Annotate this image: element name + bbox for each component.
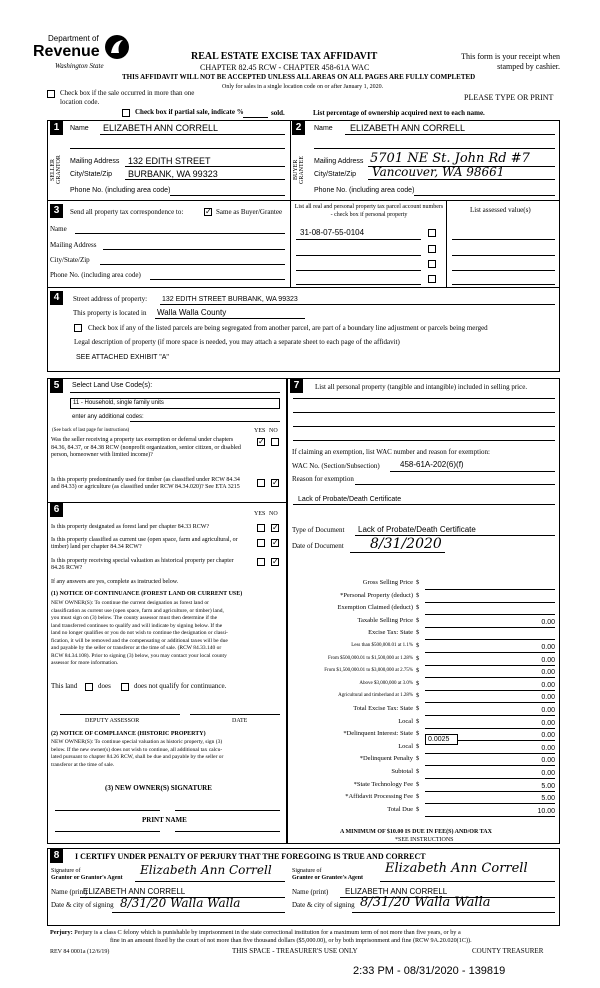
dollar-sign: $ [416,579,420,586]
tax-row-label: Gross Selling Price [362,579,413,586]
assessed-value-label: List assessed value(s) [470,206,531,214]
s5-no-header: NO [269,428,278,434]
print-name-label: PRINT NAME [142,816,187,824]
does-label: does [98,682,111,690]
s6-q1-yes-checkbox[interactable] [257,524,265,532]
dollar-sign: $ [416,805,420,813]
land-use-label: Select Land Use Code(s): [72,382,153,389]
parcel-list-label: List all real and personal property tax parcel account numbers - check box if personal property [294,204,444,218]
deputy-assessor-label: DEPUTY ASSESSOR [85,718,140,724]
tax-row-line [425,778,555,779]
tax-row-label: Less than $500,000.01 at 1.1% [351,643,413,648]
wac-value[interactable]: 458-61A-202(6)(f) [400,460,464,469]
s6-question-2: Is this property classified as current use (open space, farm and agricultural, or timber) land per chapter 84.34 RCW? [51,537,238,550]
s6-q2-no-checkbox[interactable]: ✓ [272,538,279,547]
dollar-sign: $ [416,616,420,624]
legal-description-label: Legal description of property (if more space is needed, you may attach a separate sheet to each page of the affidavit) [74,338,400,346]
grantee-date-label: Date & city of signing [292,901,355,909]
grantee-name[interactable]: ELIZABETH ANN CORRELL [345,887,448,896]
section-8-number: 8 [50,849,63,863]
personal-property-label: List all personal property (tangible and intangible) included in selling price. [315,383,528,391]
grantor-sig-label-2: Grantor or Grantor's Agent [51,875,123,881]
seller-phone-label: Phone No. (including area code) [70,187,171,194]
this-land-label: This land [51,682,78,690]
s5-yes-header: YES [254,428,266,434]
tax-row-value[interactable]: 0.00 [541,694,555,702]
recording-stamp: 2:33 PM - 08/31/2020 - 139819 [353,965,506,977]
s5-q2-yes-checkbox[interactable] [257,479,265,487]
tax-row-label: Subtotal [391,768,413,775]
tax-row-label: *Delinquent Penalty [359,755,413,763]
tax-row-line [425,728,555,729]
treasurer-space: THIS SPACE - TREASURER'S USE ONLY [232,947,358,955]
s5-q1-yes-checkbox[interactable]: ✓ [258,437,265,446]
s6-q2-yes-checkbox[interactable] [257,539,265,547]
grantor-signature[interactable]: Elizabeth Ann Correll [140,863,272,877]
doc-type-label: Type of Document [292,526,345,534]
send-correspondence-label: Send all property tax correspondence to: [70,208,184,216]
county-value[interactable]: Walla Walla County [157,308,227,317]
s6-question-1: Is this property designated as forest land per chapter 84.33 RCW? [51,524,210,530]
personal-property-checkbox-2[interactable] [428,245,436,253]
grantee-date-city[interactable]: 8/31/20 Walla Walla [360,895,491,910]
sold-label: sold. [271,109,285,117]
tax-row-line [425,791,555,792]
dollar-sign: $ [416,591,420,599]
section-4-number: 4 [50,291,63,305]
grantee-name-label: Name (print) [292,888,329,896]
dollar-sign: $ [416,780,420,788]
same-as-buyer-label: Same as Buyer/Grantee [216,208,283,216]
correspondence-city-label: City/State/Zip [50,256,90,264]
parcel-number[interactable]: 31-08-07-55-0104 [300,228,365,237]
doc-type-value[interactable]: Lack of Probate/Death Certificate [358,525,476,534]
tax-row-label: Above $3,000,000 at 3.0% [359,680,413,686]
buyer-name[interactable]: ELIZABETH ANN CORRELL [350,123,466,133]
if-yes-note: If any answers are yes, complete as instructed below. [51,579,179,585]
street-address-label: Street address of property: [73,295,148,303]
partial-sale-label: Check box if partial sale, indicate % [135,108,244,116]
tax-row-line [425,614,555,615]
seller-grantor-label: SELLER GRANTOR [50,155,62,185]
dollar-sign: $ [416,742,420,750]
section-1-number: 1 [50,121,63,135]
tax-row-label: Agricultural and timberland at 1.28% [338,693,413,699]
grantor-sig-label-1: Signature of [51,868,81,874]
tax-row-label: Exemption Claimed (deduct) [337,604,413,612]
multi-location-label: Check box if the sale occurred in more than one location code. [60,89,195,106]
same-as-buyer-checkbox[interactable]: ✓ [205,207,212,216]
dept-line3: Washington State [55,62,104,70]
s5-q2-no-checkbox[interactable]: ✓ [272,478,279,487]
tax-row-value[interactable]: 5.00 [541,782,555,790]
dollar-sign: $ [416,692,420,700]
notice-1-title: (1) NOTICE OF CONTINUANCE (FOREST LAND OR CURRENT USE) [51,591,243,597]
tax-row-value[interactable]: 0.00 [541,757,555,765]
does-not-checkbox[interactable] [121,683,129,691]
s6-no-header: NO [269,511,278,517]
buyer-city-label: City/State/Zip [314,171,357,178]
dollar-sign: $ [416,717,420,725]
form-warning: THIS AFFIDAVIT WILL NOT BE ACCEPTED UNLESS ALL AREAS ON ALL PAGES ARE FULLY COMPLETED [122,73,476,81]
dept-line1: Department of [48,34,99,43]
grantee-signature[interactable]: Elizabeth Ann Correll [385,861,528,876]
section-2-number: 2 [292,121,305,135]
tax-row-label: *Delinquent Interest: State [343,730,413,738]
form-chapter: CHAPTER 82.45 RCW - CHAPTER 458-61A WAC [200,63,370,72]
date-label: DATE [232,718,248,724]
tax-row-line [425,803,555,804]
tax-row-label: *Affidavit Processing Fee [345,793,413,801]
tax-row-label: Local [398,742,413,750]
tax-row-value[interactable]: 0.00 [541,644,555,651]
local-rate-value: 0.0025 [428,736,450,743]
buyer-phone-label: Phone No. (including area code) [314,187,415,194]
new-owner-signature-title: (3) NEW OWNER(S) SIGNATURE [105,784,212,792]
tax-row-label: Taxable Selling Price [357,616,413,624]
tax-row-line [425,690,555,691]
grantee-sig-label-2: Grantee or Grantee's Agent [292,875,364,881]
s5-question-1: Was the seller receiving a property tax exemption or deferral under chapters 84.36, 84.37, or 84.38 RCW (nonprofit organization, senior citizen, or disabled person, homeowner with limited income)? [51,437,241,458]
tax-row-line [425,765,555,766]
tax-row-value[interactable]: 0.00 [541,618,555,626]
tax-row-label: Total Excise Tax: State [353,705,413,712]
correspondence-phone-label: Phone No. (including area code) [50,271,141,279]
doc-date-label: Date of Document [292,542,344,550]
see-back-label: (See back of last page for instructions) [52,428,130,433]
seller-mail[interactable]: 132 EDITH STREET [128,156,211,166]
doc-date-value[interactable]: 8/31/2020 [370,536,442,552]
reason-value[interactable]: Lack of Probate/Death Certificate [298,496,402,503]
tax-row-value[interactable]: 10.00 [537,807,555,815]
seller-name[interactable]: ELIZABETH ANN CORRELL [103,123,219,133]
personal-property-checkbox-1[interactable] [428,229,436,237]
tax-row-value[interactable]: 0.00 [541,681,555,689]
s5-q1-no-checkbox[interactable] [271,438,279,446]
does-checkbox[interactable] [85,683,93,691]
buyer-city[interactable]: Vancouver, WA 98661 [372,165,505,179]
dollar-sign: $ [416,730,420,738]
segregated-label: Check box if any of the listed parcels are being segregated from another parcel, are part of a boundary line adjustment or parcels being merged [88,324,488,332]
tax-row-value[interactable]: 0.00 [541,770,555,777]
section-3-number: 3 [50,204,63,218]
see-instructions-note: *SEE INSTRUCTIONS [395,837,454,843]
minimum-note: A MINIMUM OF $10.00 IS DUE IN FEE(S) AND/OR TAX [340,829,492,835]
dollar-sign: $ [416,654,420,662]
tax-row-line [425,602,555,603]
tax-row-value[interactable]: 0.00 [541,669,555,677]
correspondence-name-label: Name [50,225,67,233]
tax-row-value[interactable]: 5.00 [541,795,555,803]
exemption-label: If claiming an exemption, list WAC number and reason for exemption: [292,448,490,456]
tax-row-label: From $500,000.01 to $1,500,000 at 1.28% [328,655,413,661]
section-6-number: 6 [50,503,63,517]
s6-q3-yes-checkbox[interactable] [257,558,265,566]
dollar-sign: $ [416,679,420,687]
grantor-date-city[interactable]: 8/31/20 Walla Walla [120,896,241,910]
tax-row-line [425,753,555,754]
grantor-name[interactable]: ELIZABETH ANN CORRELL [83,887,186,896]
form-note: Only for sales in a single location code on or after January 1, 2020. [222,84,384,90]
tax-row-line [425,665,555,666]
tax-row-value[interactable]: 0.00 [541,707,555,714]
tax-row-value[interactable]: 0.00 [541,656,555,664]
tax-row-label: Total Due [387,805,413,813]
tax-row-label: Excise Tax: State [368,629,413,637]
please-type: PLEASE TYPE OR PRINT [464,93,554,102]
section-5-number: 5 [50,379,63,393]
wac-label: WAC No. (Section/Subsection) [292,462,380,470]
personal-property-checkbox-4[interactable] [428,275,436,283]
segregated-checkbox[interactable] [74,324,82,332]
partial-sale-checkbox[interactable] [122,109,130,117]
additional-codes-label: enter any additional codes: [72,414,144,420]
tax-row-value[interactable]: 0.00 [541,744,555,752]
tax-row-line [425,715,555,716]
personal-property-checkbox-3[interactable] [428,260,436,268]
buyer-grantee-label: BUYER GRANTEE [293,156,305,184]
tax-row-line [425,652,555,653]
dollar-sign: $ [416,755,420,763]
dollar-sign: $ [416,768,420,775]
tax-row-label: From $1,500,000.01 to $3,000,000 at 2.75% [324,668,413,674]
county-label: This property is located in [73,309,147,317]
tax-row-value[interactable]: 0.00 [541,719,555,727]
multi-location-checkbox[interactable] [47,90,55,98]
buyer-mail[interactable]: 5701 NE St. John Rd #7 [370,151,530,166]
reason-label: Reason for exemption [292,475,354,483]
tax-row-line [425,639,555,640]
tax-row-line [425,589,555,590]
correspondence-mail-label: Mailing Address [50,241,97,249]
buyer-mail-label: Mailing Address [314,158,364,165]
receipt-note: This form is your receipt when stamped by cashier. [461,52,560,71]
tax-row-value[interactable]: 0.00 [541,732,555,740]
notice-2-title: (2) NOTICE OF COMPLIANCE (HISTORIC PROPERTY) [51,731,206,737]
notice-1-body: NEW OWNER(S): To continue the current designation as forest land or classification as current use (open space, farm and agriculture, or timber) land, you must sign on (3) below. The county assessor must then determine if the land transferred continues to qualify and will indicate by signing below. If the land no longer qualifies or you do not wish to continue the designation or classi- fication, it will be removed and the compensating or additional taxes will be due and payable by the seller or transferor at the time of sale. (RCW 84.33.140 or RCW 84.34.108). Prior to signing (3) below, you may contact your local county assessor for more information. [51,600,228,666]
dollar-sign: $ [416,629,420,637]
s6-q3-no-checkbox[interactable]: ✓ [272,557,279,566]
certify-statement: I CERTIFY UNDER PENALTY OF PERJURY THAT THE FOREGOING IS TRUE AND CORRECT [75,852,426,861]
seller-name-label: Name [70,125,89,132]
dollar-sign: $ [416,642,420,649]
dept-revenue: Revenue [33,43,100,60]
street-address[interactable]: 132 EDITH STREET BURBANK, WA 99323 [162,296,298,303]
form-revision: REV 84 0001a (12/6/19) [50,949,110,955]
s6-yes-header: YES [254,511,266,517]
seller-mail-label: Mailing Address [70,158,120,165]
tax-row-line [425,816,555,817]
tax-row-label: *Personal Property (deduct) [340,591,413,599]
dollar-sign: $ [416,705,420,712]
s5-question-2: Is this property predominantly used for timber (as classified under RCW 84.34 and 84.33) or agriculture (as classified under RCW 84.34.020)? See ETA 3215 [51,477,240,490]
grantor-name-label: Name (print) [51,888,88,896]
legal-description[interactable]: SEE ATTACHED EXHIBIT "A" [76,354,169,361]
section-7-number: 7 [290,379,303,393]
dollar-sign: $ [416,604,420,612]
grantor-date-label: Date & city of signing [51,901,114,909]
land-use-code-value: 11 - Household, single family units [73,400,164,406]
does-not-label: does not qualify for continuance. [134,682,227,690]
seller-city-label: City/State/Zip [70,171,113,178]
buyer-name-label: Name [314,125,333,132]
form-title: REAL ESTATE EXCISE TAX AFFIDAVIT [191,51,378,62]
s6-q1-no-checkbox[interactable]: ✓ [272,523,279,532]
notice-2-body: NEW OWNER(S): To continue special valuation as historic property, sign (3) below. If the new owner(s) does not wish to continue, all additional tax calcu- lated pursuant to chapter 84.26 RCW, shall be due and payable by the seller or transferor at the time of sale. [51,739,224,768]
tax-row-label: *State Technology Fee [353,780,413,788]
s6-question-3: Is this property receiving special valuation as historical property per chapter 84.26 RCW? [51,558,234,571]
dollar-sign: $ [416,793,420,801]
grantee-sig-label-1: Signature of [292,868,322,874]
dor-logo-icon [103,33,131,61]
dollar-sign: $ [416,667,420,675]
county-treasurer: COUNTY TREASURER [472,947,544,955]
tax-row-line [425,677,555,678]
seller-city[interactable]: BURBANK, WA 99323 [128,169,218,179]
tax-row-line [425,627,555,628]
tax-row-line [425,702,555,703]
perjury-notice: Perjury: Perjury is a class C felony which is punishable by imprisonment in the state correctional institution for a maximum term of not more than five years, or by a fine in an amount fixed by the court of not more than five thousand dollars ($5,000.00), or by both imprisonment and fine (RCW 9A.20.020(1C)). [50,929,472,944]
list-percentage-label: List percentage of ownership acquired next to each name. [313,109,485,117]
tax-row-label: Local [398,717,413,725]
